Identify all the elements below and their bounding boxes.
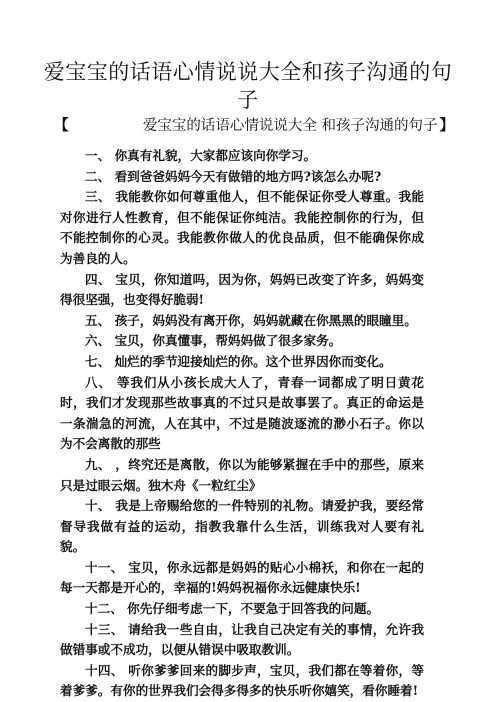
paragraph-2: 二、 看到爸爸妈妈今天有做错的地方吗?该怎么办呢? (85, 168, 382, 184)
paragraph-12: 十二、 你先仔细考虑一下，不要急于回答我的问题。 (85, 601, 380, 617)
paragraph-3: 三、 我能教你如何尊重他人，但不能保证你受人尊重。我能对你进行人性教育，但不能保证你纯洁。我能控制你的行为，但不能控制你的心灵。我能教你做人的优良品质，但不能确保你成为善良的人。 (60, 189, 424, 266)
paragraph-13: 十三、 请给我一些自由，让我自己决定有关的事情，允许我做错事或不成功，以便从错误中吸取教训。 (60, 621, 424, 658)
paragraph-8: 八、 等我们从小孩长成大人了，青春一词都成了明日黄花时，我们才发现那些故事真的不过只是故事罢了。真正的命运是一条湍急的河流，人在其中，不过是随波逐流的渺小石子。你以为不会离散的那些 (60, 374, 424, 452)
paragraph-7: 七、 灿烂的季节迎接灿烂的你。这个世界因你而变化。 (85, 353, 392, 369)
paragraph-11: 十一、 宝贝，你永远都是妈妈的贴心小棉袄，和你在一起的每一天都是开心的，幸福的!妈妈祝福你永远健康快乐! (60, 559, 424, 596)
paragraph-10: 十、 我是上帝赐给您的一件特别的礼物。请爱护我，要经常督导我做有益的运动，指教我靠什么生活，训练我对人要有礼貌。 (60, 498, 424, 555)
subtitle-open-bracket: 【 (54, 117, 69, 134)
subtitle-close-bracket: 】 (439, 117, 454, 134)
document-body (60, 146, 424, 702)
document-subtitle (54, 116, 454, 136)
paragraph-14: 十四、 听你爹爹回来的脚步声，宝贝，我们都在等着你，等着爹爹。有你的世界我们会得多得多的快乐听你嬉笑，看你睡着! (60, 662, 424, 699)
paragraph-6: 六、 宝贝，你真懂事，帮妈妈做了很多家务。 (85, 333, 342, 349)
paragraph-4: 四、 宝贝，你知道吗，因为你，妈妈已改变了许多，妈妈变得很坚强，也变得好脆弱! (60, 271, 424, 308)
paragraph-1: 一、 你真有礼貌，大家都应该向你学习。 (85, 148, 317, 163)
paragraph-9: 九、 ，终究还是离散，你以为能够紧握在手中的那些，原来只是过眼云烟。独木舟《一粒红尘》 (60, 456, 424, 493)
subtitle-text: 爱宝宝的话语心情说说大全 和孩子沟通的句子 (142, 118, 438, 134)
document-title: 爱宝宝的话语心情说说大全和孩子沟通的句子 (43, 60, 453, 112)
paragraph-5: 五、 孩子，妈妈没有离开你，妈妈就藏在你黑黑的眼瞳里。 (85, 312, 417, 328)
